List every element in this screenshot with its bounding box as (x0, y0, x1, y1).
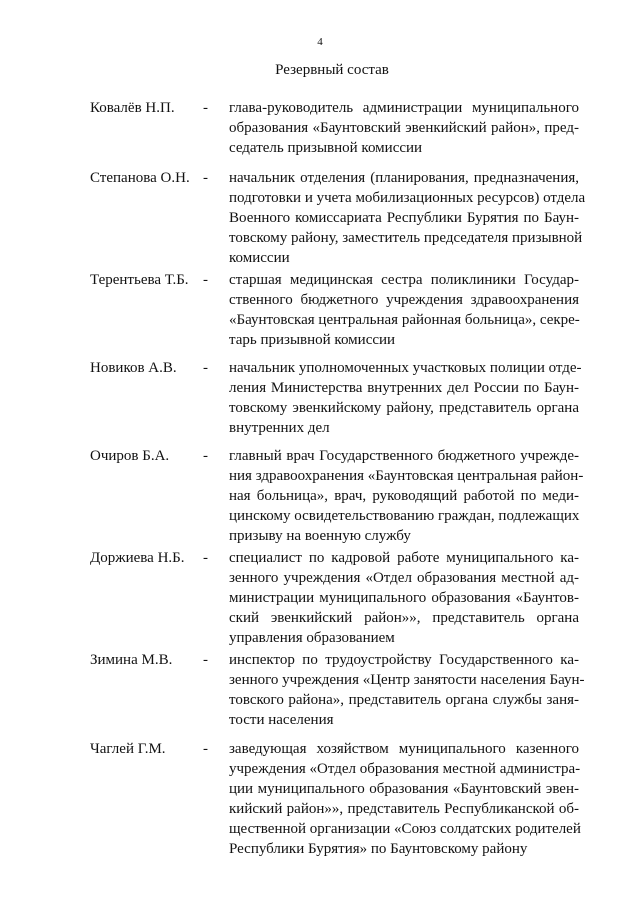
member-name: Ковалёв Н.П. (90, 100, 175, 116)
member-dash: - (203, 652, 208, 668)
role-line: начальник уполномоченных участковых полиции отде- (229, 360, 582, 376)
role-line: зенного учреждения «Центр занятости населения Баун- (229, 672, 585, 688)
role-line: министрации муниципального образования «Баунтов- (229, 590, 579, 606)
role-line: учреждения «Отдел образования местной администра- (229, 761, 581, 777)
member-dash: - (203, 170, 208, 186)
member-name: Новиков А.В. (90, 360, 177, 376)
member-role (229, 98, 579, 158)
member-name: Степанова О.Н. (90, 170, 190, 186)
role-line: призыву на военную службу (229, 528, 411, 544)
role-line: тарь призывной комиссии (229, 332, 396, 348)
role-line: ции муниципального образования «Баунтовский эвен- (229, 781, 579, 797)
role-line: товскому району, заместитель председателя призывной (229, 230, 583, 246)
role-line: комиссии (229, 250, 290, 266)
section-title: Резервный состав (275, 62, 389, 78)
role-line: начальник отделения (планирования, предназначения, (229, 170, 579, 186)
role-line: подготовки и учета мобилизационных ресурсов) отдела (229, 190, 586, 206)
member-name: Чаглей Г.М. (90, 741, 166, 757)
role-line: ления Министерства внутренних дел России по Баун- (229, 380, 579, 396)
role-line: Республики Бурятия» по Баунтовскому району (229, 841, 528, 857)
role-line: глава-руководитель администрации муниципального (229, 100, 579, 116)
role-line: инспектор по трудоустройству Государственного ка- (229, 652, 579, 668)
role-line: ная больница», врач, руководящий работой по меди- (229, 488, 579, 504)
role-line: заведующая хозяйством муниципального казенного (229, 741, 579, 757)
member-name: Терентьева Т.Б. (90, 272, 189, 288)
role-line: ский эвенкийский район»», представитель органа (229, 610, 579, 626)
member-role (229, 446, 584, 546)
member-role (229, 358, 582, 438)
role-line: щественной организации «Союз солдатских родителей (229, 821, 581, 837)
role-line: Военного комиссариата Республики Бурятия по Баун- (229, 210, 579, 226)
member-name: Доржиева Н.Б. (90, 550, 185, 566)
role-line: ственного бюджетного учреждения здравоохранения (229, 292, 579, 308)
role-line: образования «Баунтовский эвенкийский район», пред- (229, 120, 579, 136)
member-role (229, 650, 585, 730)
role-line: кийский район»», представитель Республиканской об- (229, 801, 579, 817)
member-dash: - (203, 448, 208, 464)
member-dash: - (203, 272, 208, 288)
role-line: тости населения (229, 712, 334, 728)
member-role (229, 168, 586, 268)
member-role (229, 270, 579, 350)
role-line: товскому эвенкийскому району, представитель органа (229, 400, 579, 416)
role-line: внутренних дел (229, 420, 330, 436)
member-dash: - (203, 100, 208, 116)
role-line: специалист по кадровой работе муниципального ка- (229, 550, 579, 566)
member-dash: - (203, 360, 208, 376)
role-line: ния здравоохранения «Баунтовская центральная район- (229, 468, 584, 484)
role-line: седатель призывной комиссии (229, 140, 423, 156)
member-dash: - (203, 550, 208, 566)
member-role (229, 548, 579, 648)
member-role (229, 739, 579, 859)
role-line: управления образованием (229, 630, 395, 646)
role-line: «Баунтовская центральная районная больница», секре- (229, 312, 580, 328)
member-name: Очиров Б.А. (90, 448, 170, 464)
role-line: зенного учреждения «Отдел образования местной ад- (229, 570, 579, 586)
role-line: главный врач Государственного бюджетного учрежде- (229, 448, 579, 464)
member-dash: - (203, 741, 208, 757)
page-number: 4 (317, 36, 323, 48)
member-name: Зимина М.В. (90, 652, 173, 668)
role-line: старшая медицинская сестра поликлиники Государ- (229, 272, 579, 288)
role-line: товского района», представитель органа службы заня- (229, 692, 579, 708)
role-line: цинскому освидетельствованию граждан, подлежащих (229, 508, 580, 524)
